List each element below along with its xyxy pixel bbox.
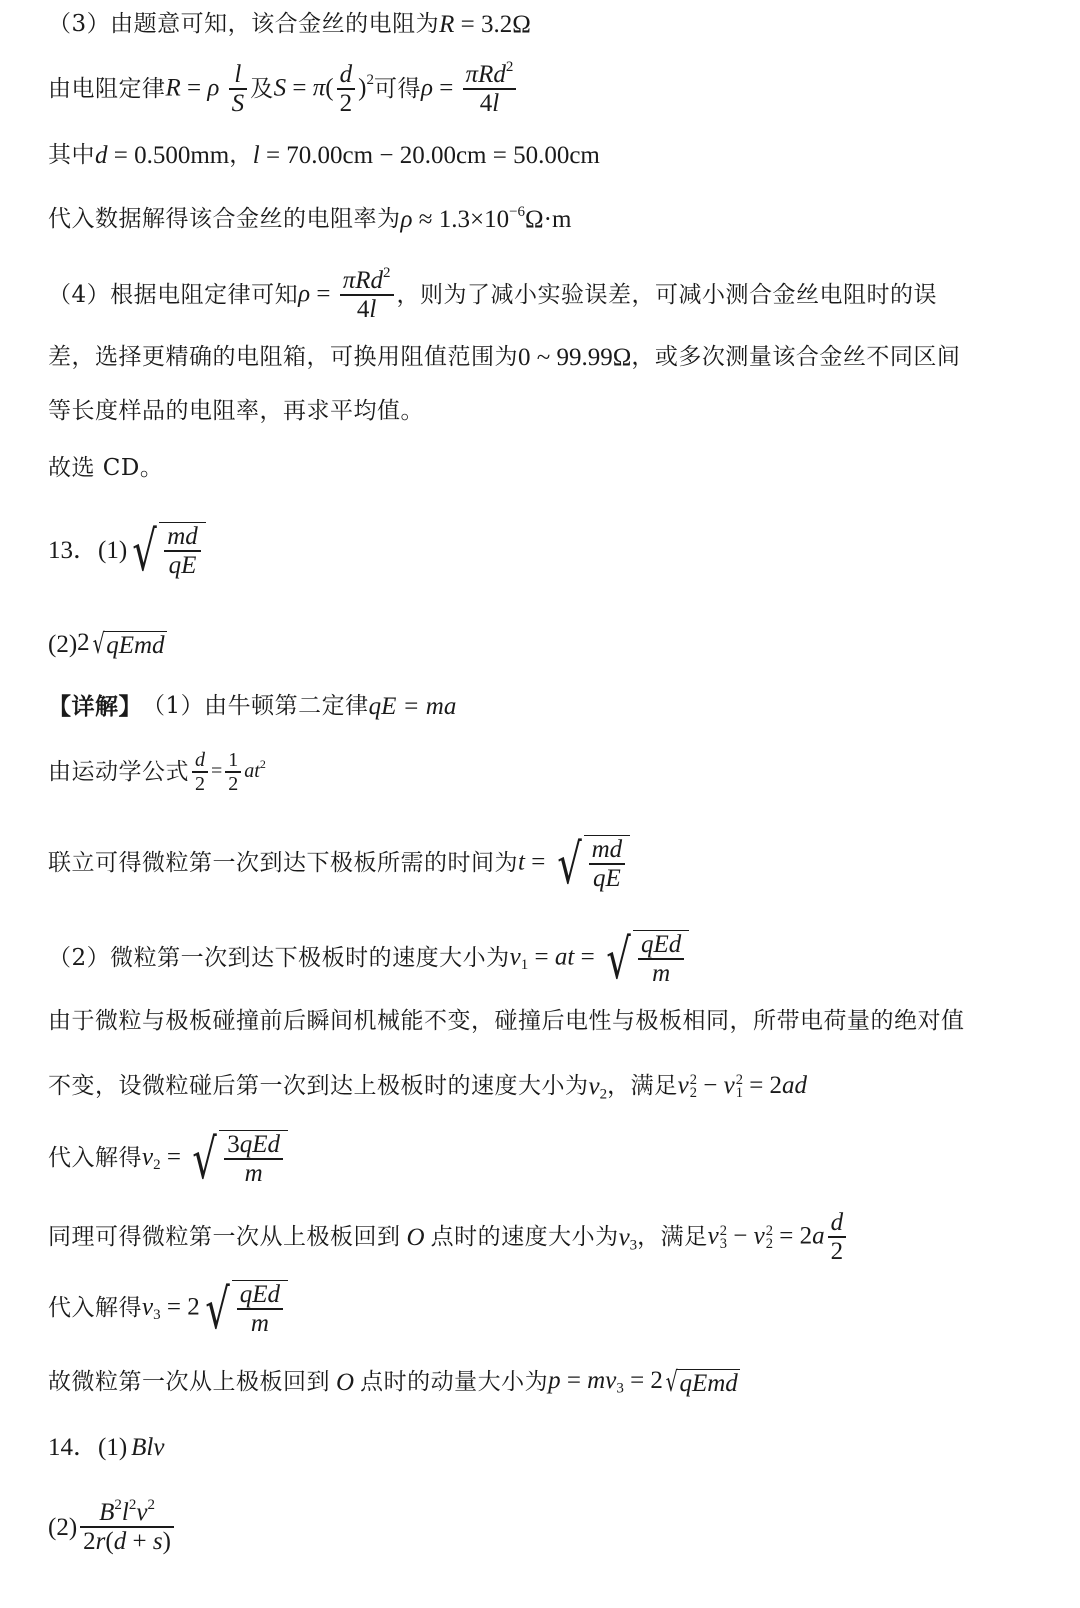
resistance-formula: R = 3.2Ω xyxy=(439,11,531,38)
text: （1）由牛顿第二定律 xyxy=(142,693,369,719)
diameter-value: d = 0.500mm xyxy=(95,142,230,169)
section4-line2 xyxy=(48,345,960,370)
text: 由电阻定律 xyxy=(48,76,166,103)
text: 代入解得 xyxy=(48,1295,142,1322)
section3-text: （3）由题意可知，该合金丝的电阻为 xyxy=(48,11,440,37)
energy-relation-2: v 2 3 − v 2 2 = 2a $\frac{d}{2}$ xyxy=(708,1210,849,1265)
q13-part2-line5 xyxy=(48,1210,849,1265)
q14-answer2 xyxy=(48,1496,177,1555)
section3-line1 xyxy=(48,12,531,37)
q13-part2-line7 xyxy=(48,1365,740,1398)
text: 可得 xyxy=(373,76,421,103)
newton-formula: qE = ma xyxy=(368,693,457,720)
text: 由于微粒与极板碰撞前后瞬间机械能不变，碰撞后电性与极板相同，所带电荷量的绝对值 xyxy=(48,1008,965,1034)
text: ，满足 xyxy=(607,1073,678,1100)
point-O: O xyxy=(336,1368,355,1396)
resistance-law-formula: R = ρ $\frac{l}{S}$ xyxy=(166,62,251,117)
q13-detail2 xyxy=(48,750,266,795)
question-label: 14．(1) xyxy=(48,1434,128,1461)
length-value: l = 70.00cm − 20.00cm = 50.00cm xyxy=(252,142,600,169)
part-label: (2) xyxy=(48,630,78,658)
momentum-result: $p = mv_3 = 2$ √ qEmd xyxy=(548,1365,738,1398)
text: ，则为了减小实验误差，可减小测合金丝电阻时的误 xyxy=(396,282,938,309)
text: 点时的动量大小为 xyxy=(360,1368,549,1395)
q13-part2-line3 xyxy=(48,1072,808,1103)
section3-line3 xyxy=(48,143,600,168)
q13-detail3 xyxy=(48,832,630,897)
resistivity-result: $\rho \approx 1.3\times 10^{-6}\Omega\cdot m$ xyxy=(400,203,572,233)
sqrt-md-qE: √ $\frac{md}{qE}$ xyxy=(127,522,206,579)
text: 其中 xyxy=(48,142,95,168)
section3-line2 xyxy=(48,58,519,117)
text: 点时的速度大小为 xyxy=(430,1224,619,1251)
q13-part2-line6 xyxy=(48,1277,288,1342)
text: 及 xyxy=(250,76,274,103)
v2-symbol: $v_2$ xyxy=(588,1073,608,1103)
power-formula: $\frac{B^2l^2v^2}{2r(d + s)}$ xyxy=(77,1500,177,1555)
detail-label: 【详解】 xyxy=(48,693,142,720)
time-formula: t = √ $\frac{md}{qE}$ xyxy=(518,835,630,892)
q13-detail1 xyxy=(48,694,456,719)
text: （2）微粒第一次到达下极板时的速度大小为 xyxy=(48,945,510,972)
text: 同理可得微粒第一次从上极板回到 xyxy=(48,1224,401,1251)
v3-result: $v_3 = 2$ √ $\frac{\text{qEd}}{m}$ xyxy=(142,1280,288,1337)
energy-relation-1: v 2 2 − v 2 1 = 2ad xyxy=(677,1072,808,1102)
text: 等长度样品的电阻率，再求平均值。 xyxy=(48,398,424,424)
section3-line4 xyxy=(48,203,572,233)
v2-result: $v_2$ = √ $\frac{\text{3qEd}}{m}$ xyxy=(142,1130,288,1187)
answer-choice: 故选 CD。 xyxy=(48,455,164,481)
area-formula: S = π( $\frac{d}{2}$ )$^2$ xyxy=(273,61,374,117)
question-label: 13．(1) xyxy=(48,537,128,565)
range-value: 0 ~ 99.99Ω xyxy=(518,344,632,371)
text: 代入解得 xyxy=(48,1145,142,1172)
q13-answer1 xyxy=(48,519,206,584)
resistivity-formula: ρ = $\frac{\pi Rd^2}{4l}$ xyxy=(421,62,519,117)
text: ，满足 xyxy=(637,1224,708,1251)
section4-line3 xyxy=(48,400,424,423)
q14-answer1 xyxy=(48,1435,164,1460)
emf-formula: Blv xyxy=(131,1434,165,1461)
point-O: O xyxy=(406,1224,425,1252)
q13-answer2 xyxy=(48,627,167,660)
section4-line4 xyxy=(48,457,163,480)
text: 不变，设微粒碰后第一次到达上极板时的速度大小为 xyxy=(48,1073,589,1100)
text: 由运动学公式 xyxy=(48,758,189,785)
q13-part2-line4 xyxy=(48,1127,288,1192)
kinematics-formula: $\frac{d}{2}$ = $\frac{1}{2}$ $at^2$ xyxy=(189,750,266,795)
text: ，或多次测量该合金丝不同区间 xyxy=(631,344,961,370)
text: ， xyxy=(229,142,253,168)
text: 联立可得微粒第一次到达下极板所需的时间为 xyxy=(48,850,518,877)
text: 故微粒第一次从上极板回到 xyxy=(48,1368,330,1395)
q13-part2-line2 xyxy=(48,1010,965,1033)
v1-formula: $v_1$ = at = √ $\frac{\text{qEd}}{m}$ xyxy=(510,930,690,987)
part-label: (2) xyxy=(48,1514,78,1542)
text: 差，选择更精确的电阻箱，可换用阻值范围为 xyxy=(48,344,518,370)
section4-line1 xyxy=(48,264,938,323)
text: 代入数据解得该合金丝的电阻率为 xyxy=(48,206,401,232)
q13-part2-line1 xyxy=(48,927,689,992)
text: （4）根据电阻定律可知 xyxy=(48,282,299,309)
v3-symbol: $v_3$ xyxy=(618,1224,638,1254)
resistivity-formula-2: ρ = $\frac{\pi Rd^2}{4l}$ xyxy=(298,268,396,323)
answer2-formula: 2 √ qEmd xyxy=(77,627,165,660)
